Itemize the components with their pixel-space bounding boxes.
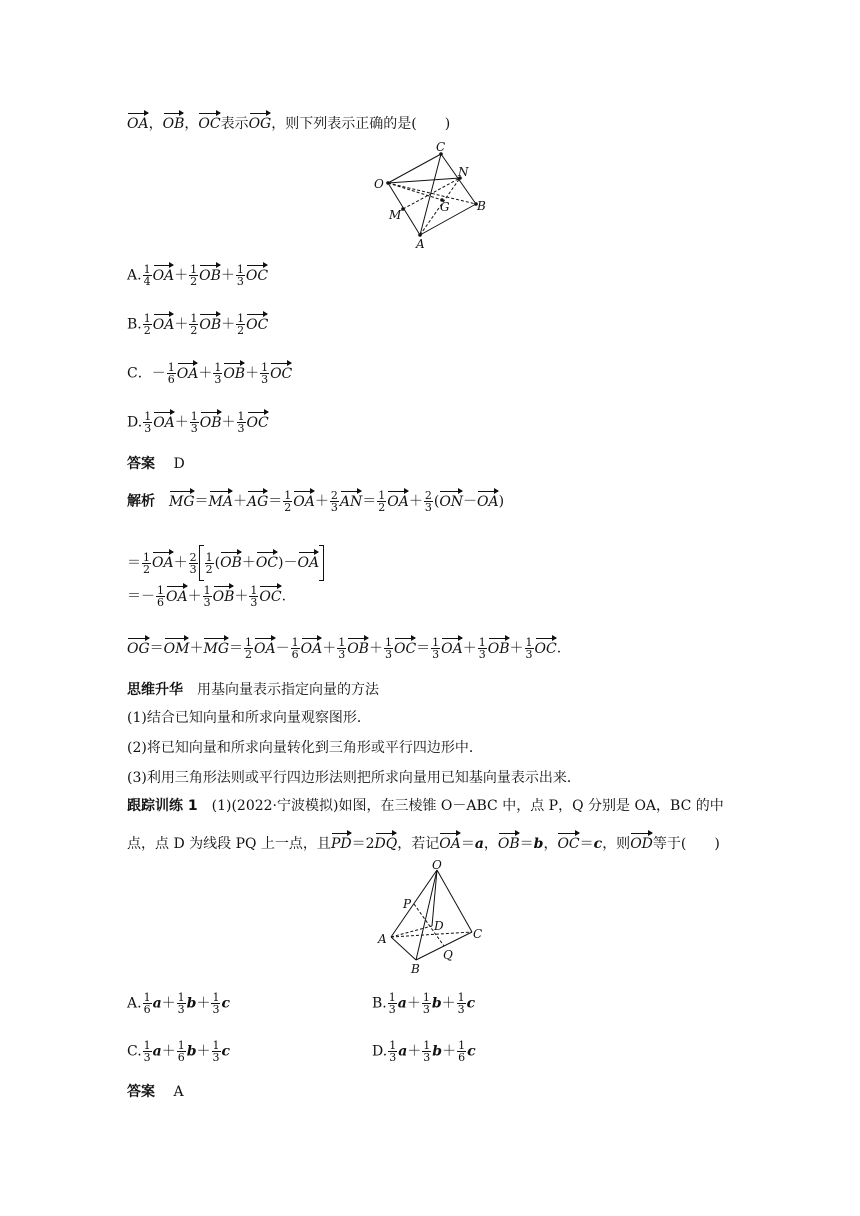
option2-d[interactable]: D. $\frac{1}{3}$ a＋ $\frac{1}{3}$ b＋ $\frac{1}{6}$ c — [372, 1039, 476, 1064]
practice-line-1: 跟踪训练 1 (1)(2022·宁波模拟)如图，在三棱锥 O－ABC 中，点 P，Q 分别是 OA，BC 的中 — [127, 798, 724, 814]
thinking-title: 思维升华 用基向量表示指定向量的方法 — [127, 682, 379, 698]
fig2-label-o: O — [432, 860, 442, 872]
analysis-line-2: ＝ $\frac{1}{2}$ OA＋ $\frac{2}{3}$ $\frac{1}{2}$ (OB＋OC)－OA — [127, 545, 324, 581]
fig1-label-m: M — [389, 208, 402, 222]
analysis-line-1: 解析 MG＝MA＋AG＝ $\frac{1}{2}$ OA＋ $\frac{2}{3}$ AN＝ $\frac{1}{2}$ OA＋ $\frac{2}{3}$ (ON－OA) — [127, 489, 505, 514]
analysis-line-3: ＝－ $\frac{1}{6}$ OA＋ $\frac{1}{3}$ OB＋ $\frac{1}{3}$ OC. — [127, 584, 287, 609]
fig2-label-q: Q — [443, 948, 453, 962]
option-c[interactable]: C．－ $\frac{1}{6}$ OA＋ $\frac{1}{3}$ OB＋ $\frac{1}{3}$ OC — [127, 361, 293, 386]
option-b[interactable]: B. $\frac{1}{2}$ OA＋ $\frac{1}{2}$ OB＋ $\frac{1}{2}$ OC — [127, 312, 269, 337]
fig1-label-a: A — [416, 237, 425, 251]
tetrahedron-figure-2 — [370, 860, 490, 978]
thinking-item-1: (1)结合已知向量和所求向量观察图形． — [127, 710, 371, 726]
fig2-label-d: D — [434, 919, 444, 933]
option-a[interactable]: A. $\frac{1}{4}$ OA＋ $\frac{1}{2}$ OB＋ $\frac{1}{3}$ OC — [127, 263, 269, 288]
fig1-label-n: N — [458, 165, 469, 179]
thinking-item-2: (2)将已知向量和所求向量转化到三角形或平行四边形中． — [127, 740, 483, 756]
fig1-label-o: O — [374, 177, 384, 191]
option2-c[interactable]: C. $\frac{1}{3}$ a＋ $\frac{1}{6}$ b＋ $\frac{1}{3}$ c — [127, 1039, 231, 1064]
fig2-label-b: B — [411, 962, 420, 976]
thinking-item-3: (3)利用三角形法则或平行四边形法则把所求向量用已知基向量表示出来． — [127, 770, 581, 786]
answer-1: 答案 D — [127, 456, 185, 472]
fig1-label-c: C — [436, 140, 446, 154]
option2-b[interactable]: B. $\frac{1}{3}$ a＋ $\frac{1}{3}$ b＋ $\frac{1}{3}$ c — [372, 991, 476, 1016]
fig1-label-g: G — [440, 200, 450, 214]
option2-a[interactable]: A. $\frac{1}{6}$ a＋ $\frac{1}{3}$ b＋ $\frac{1}{3}$ c — [127, 991, 230, 1016]
fig2-label-p: P — [403, 897, 412, 911]
tetrahedron-figure-1 — [372, 140, 492, 252]
option-d[interactable]: D. $\frac{1}{3}$ OA＋ $\frac{1}{3}$ OB＋ $\frac{1}{3}$ OC — [127, 410, 269, 435]
answer-2: 答案 A — [127, 1084, 184, 1100]
fig2-label-a: A — [378, 932, 387, 946]
practice-line-2: 点，点 D 为线段 PQ 上一点，且PD＝2DQ，若记OA＝a，OB＝b，OC＝c，则OD等于( ) — [127, 836, 720, 852]
question-intro: OA，OB，OC表示OG，则下列表示正确的是( ) — [127, 116, 451, 132]
fig2-label-c: C — [473, 927, 483, 941]
analysis-line-4: OG＝OM＋MG＝ $\frac{1}{2}$ OA－ $\frac{1}{6}$ OA＋ $\frac{1}{3}$ OB＋ $\frac{1}{3}$ OC＝ $\frac{1}{3}$ OA＋ $\frac{1}{3}$ OB＋ $\frac{1}{3}$ OC. — [127, 636, 562, 661]
fig1-label-b: B — [477, 199, 486, 213]
